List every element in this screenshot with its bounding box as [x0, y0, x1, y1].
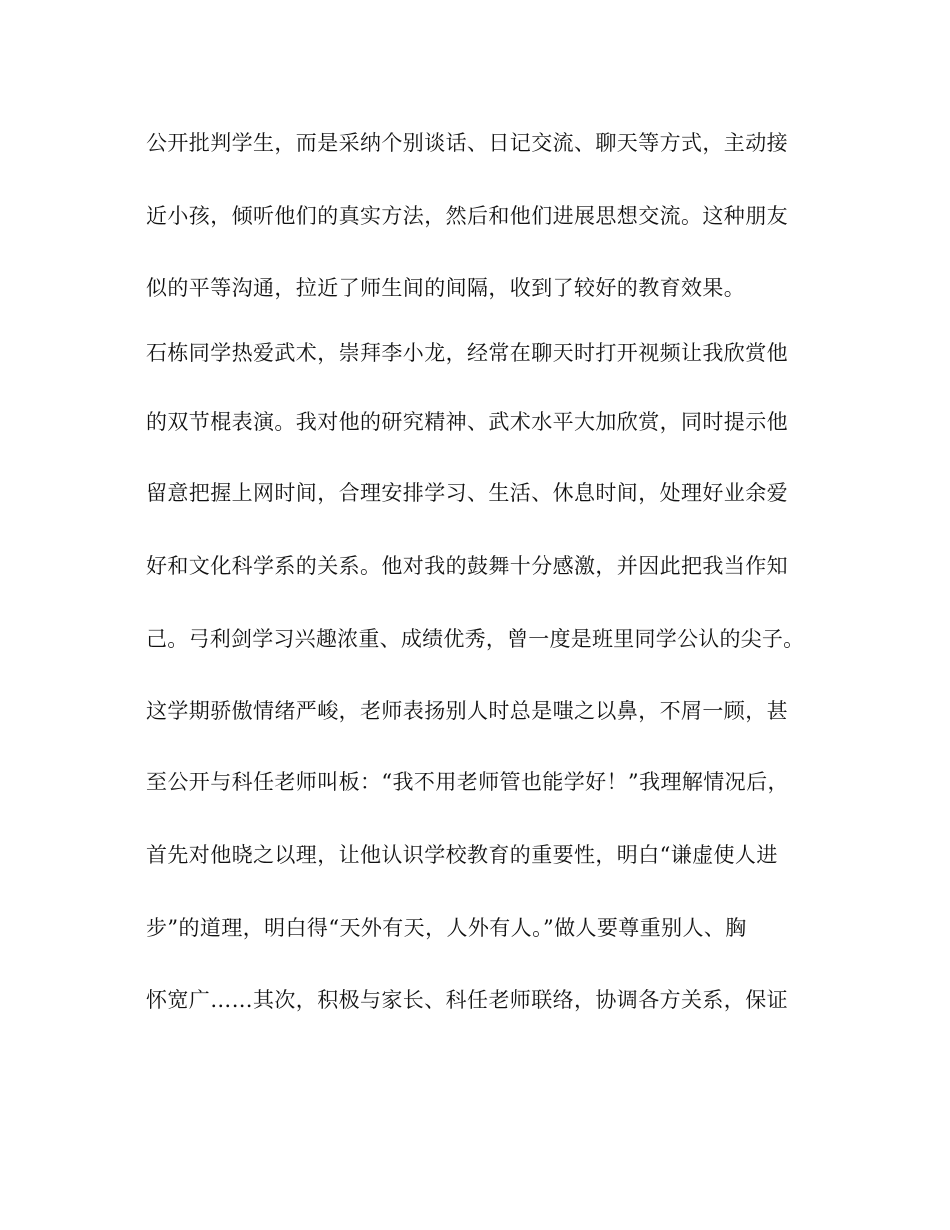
text-line: 石栋同学热爱武术，崇拜李小龙，经常在聊天时打开视频让我欣赏他 [146, 341, 788, 365]
text-line: 好和文化科学系的关系。他对我的鼓舞十分感激，并因此把我当作知 [146, 554, 788, 578]
text-line: 似的平等沟通，拉近了师生间的间隔，收到了较好的教育效果。 [146, 276, 746, 300]
text-line: 怀宽广……其次，积极与家长、科任老师联络，协调各方关系，保证 [146, 988, 788, 1012]
text-line: 这学期骄傲情绪严峻，老师表扬别人时总是嗤之以鼻，不屑一顾，甚 [146, 699, 788, 723]
text-line: 步”的道理，明白得“天外有天，人外有人。”做人要尊重别人、胸 [146, 916, 747, 940]
text-line: 己。弓利剑学习兴趣浓重、成绩优秀，曾一度是班里同学公认的尖子。 [146, 627, 805, 651]
text-line: 至公开与科任老师叫板：“我不用老师管也能学好！”我理解情况后， [146, 770, 789, 794]
text-line: 首先对他晓之以理，让他认识学校教育的重要性，明白“谦虚使人进 [146, 843, 778, 867]
text-line: 公开批判学生，而是采纳个别谈话、日记交流、聊天等方式，主动接 [146, 131, 788, 155]
text-line: 留意把握上网时间，合理安排学习、生活、休息时间，处理好业余爱 [146, 481, 788, 505]
text-line: 的双节棍表演。我对他的研究精神、武术水平大加欣赏，同时提示他 [146, 410, 788, 434]
text-line: 近小孩，倾听他们的真实方法，然后和他们进展思想交流。这种朋友 [146, 204, 788, 228]
